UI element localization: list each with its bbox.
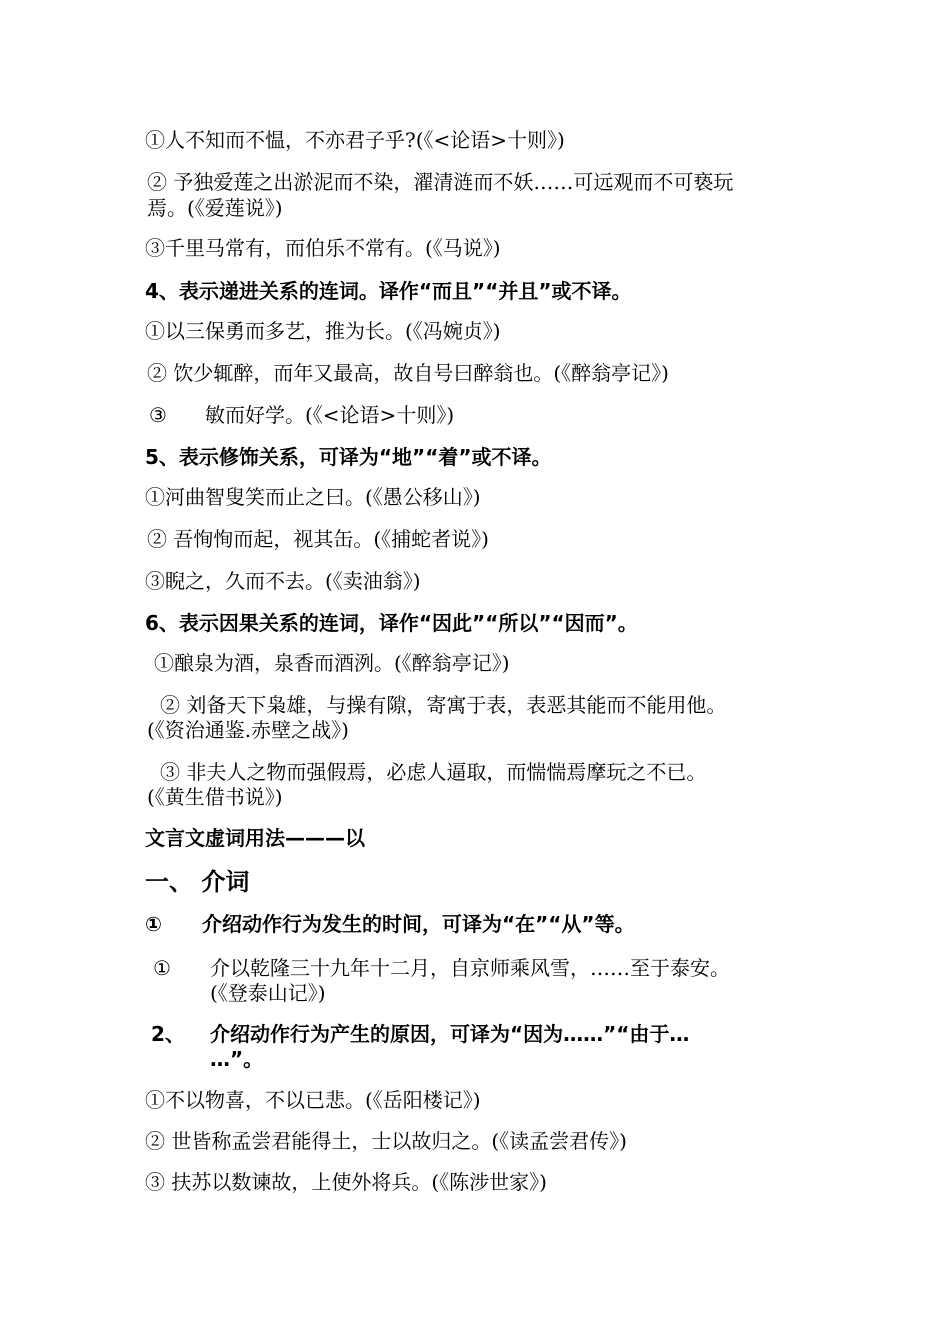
example-line: ② 刘备天下枭雄，与操有隙，寄寓于表，表恶其能而不能用他。 xyxy=(160,693,727,717)
section-heading: 4、表示递进关系的连词。译作“而且”“并且”或不译。 xyxy=(145,279,632,303)
example-line: ①以三保勇而多艺，推为长。(《冯婉贞》) xyxy=(145,319,501,343)
example-line: ③ 非夫人之物而强假焉，必虑人逼取，而惴惴焉摩玩之不已。 xyxy=(160,760,707,784)
subsection-heading: 介绍动作行为发生的时间，可译为“在”“从”等。 xyxy=(202,912,635,936)
example-line: 介以乾隆三十九年十二月，自京师乘风雪，……至于泰安。 xyxy=(210,956,730,980)
subsection-heading-continued: …”。 xyxy=(210,1047,264,1071)
example-line: ①河曲智叟笑而止之曰。(《愚公移山》) xyxy=(145,485,481,509)
example-line-continued: (《资治通鉴.赤壁之战》) xyxy=(147,718,349,742)
example-number: ③ xyxy=(149,403,167,427)
example-line: ①人不知而不愠，不亦君子乎?(《<论语>十则》) xyxy=(145,128,565,152)
example-line: ② 予独爱莲之出淤泥而不染，濯清涟而不妖……可远观而不可亵玩 xyxy=(147,170,734,194)
subsection-number: ① xyxy=(145,912,162,936)
section-heading: 5、表示修饰关系，可译为“地”“着”或不译。 xyxy=(145,445,552,469)
example-line-continued: (《登泰山记》) xyxy=(210,981,326,1005)
article-heading: 文言文虚词用法———以 xyxy=(145,826,365,850)
subsection-heading: 介绍动作行为产生的原因，可译为“因为……”“由于… xyxy=(210,1022,690,1046)
example-line: 敏而好学。(《<论语>十则》) xyxy=(205,403,455,427)
example-line: ② 吾恂恂而起，视其缶。(《捕蛇者说》) xyxy=(147,527,489,551)
part-heading: 一、 介词 xyxy=(145,868,250,896)
example-line: ①酿泉为酒，泉香而酒洌。(《醉翁亭记》) xyxy=(154,651,510,675)
example-line: ② 饮少辄醉，而年又最高，故自号曰醉翁也。(《醉翁亭记》) xyxy=(147,361,669,385)
example-line: ③ 扶苏以数谏故，上使外将兵。(《陈涉世家》) xyxy=(145,1170,547,1194)
example-line: ② 世皆称孟尝君能得土，士以故归之。(《读孟尝君传》) xyxy=(145,1129,627,1153)
example-line: ①不以物喜，不以已悲。(《岳阳楼记》) xyxy=(145,1088,481,1112)
subsection-number: 2、 xyxy=(151,1022,185,1046)
section-heading: 6、表示因果关系的连词，译作“因此”“所以”“因而”。 xyxy=(145,611,638,635)
example-line: ③千里马常有，而伯乐不常有。(《马说》) xyxy=(145,236,501,260)
example-line-continued: 焉。(《爱莲说》) xyxy=(147,196,283,220)
example-line-continued: (《黄生借书说》) xyxy=(147,785,283,809)
example-line: ③睨之，久而不去。(《卖油翁》) xyxy=(145,569,421,593)
example-number: ① xyxy=(153,956,171,980)
